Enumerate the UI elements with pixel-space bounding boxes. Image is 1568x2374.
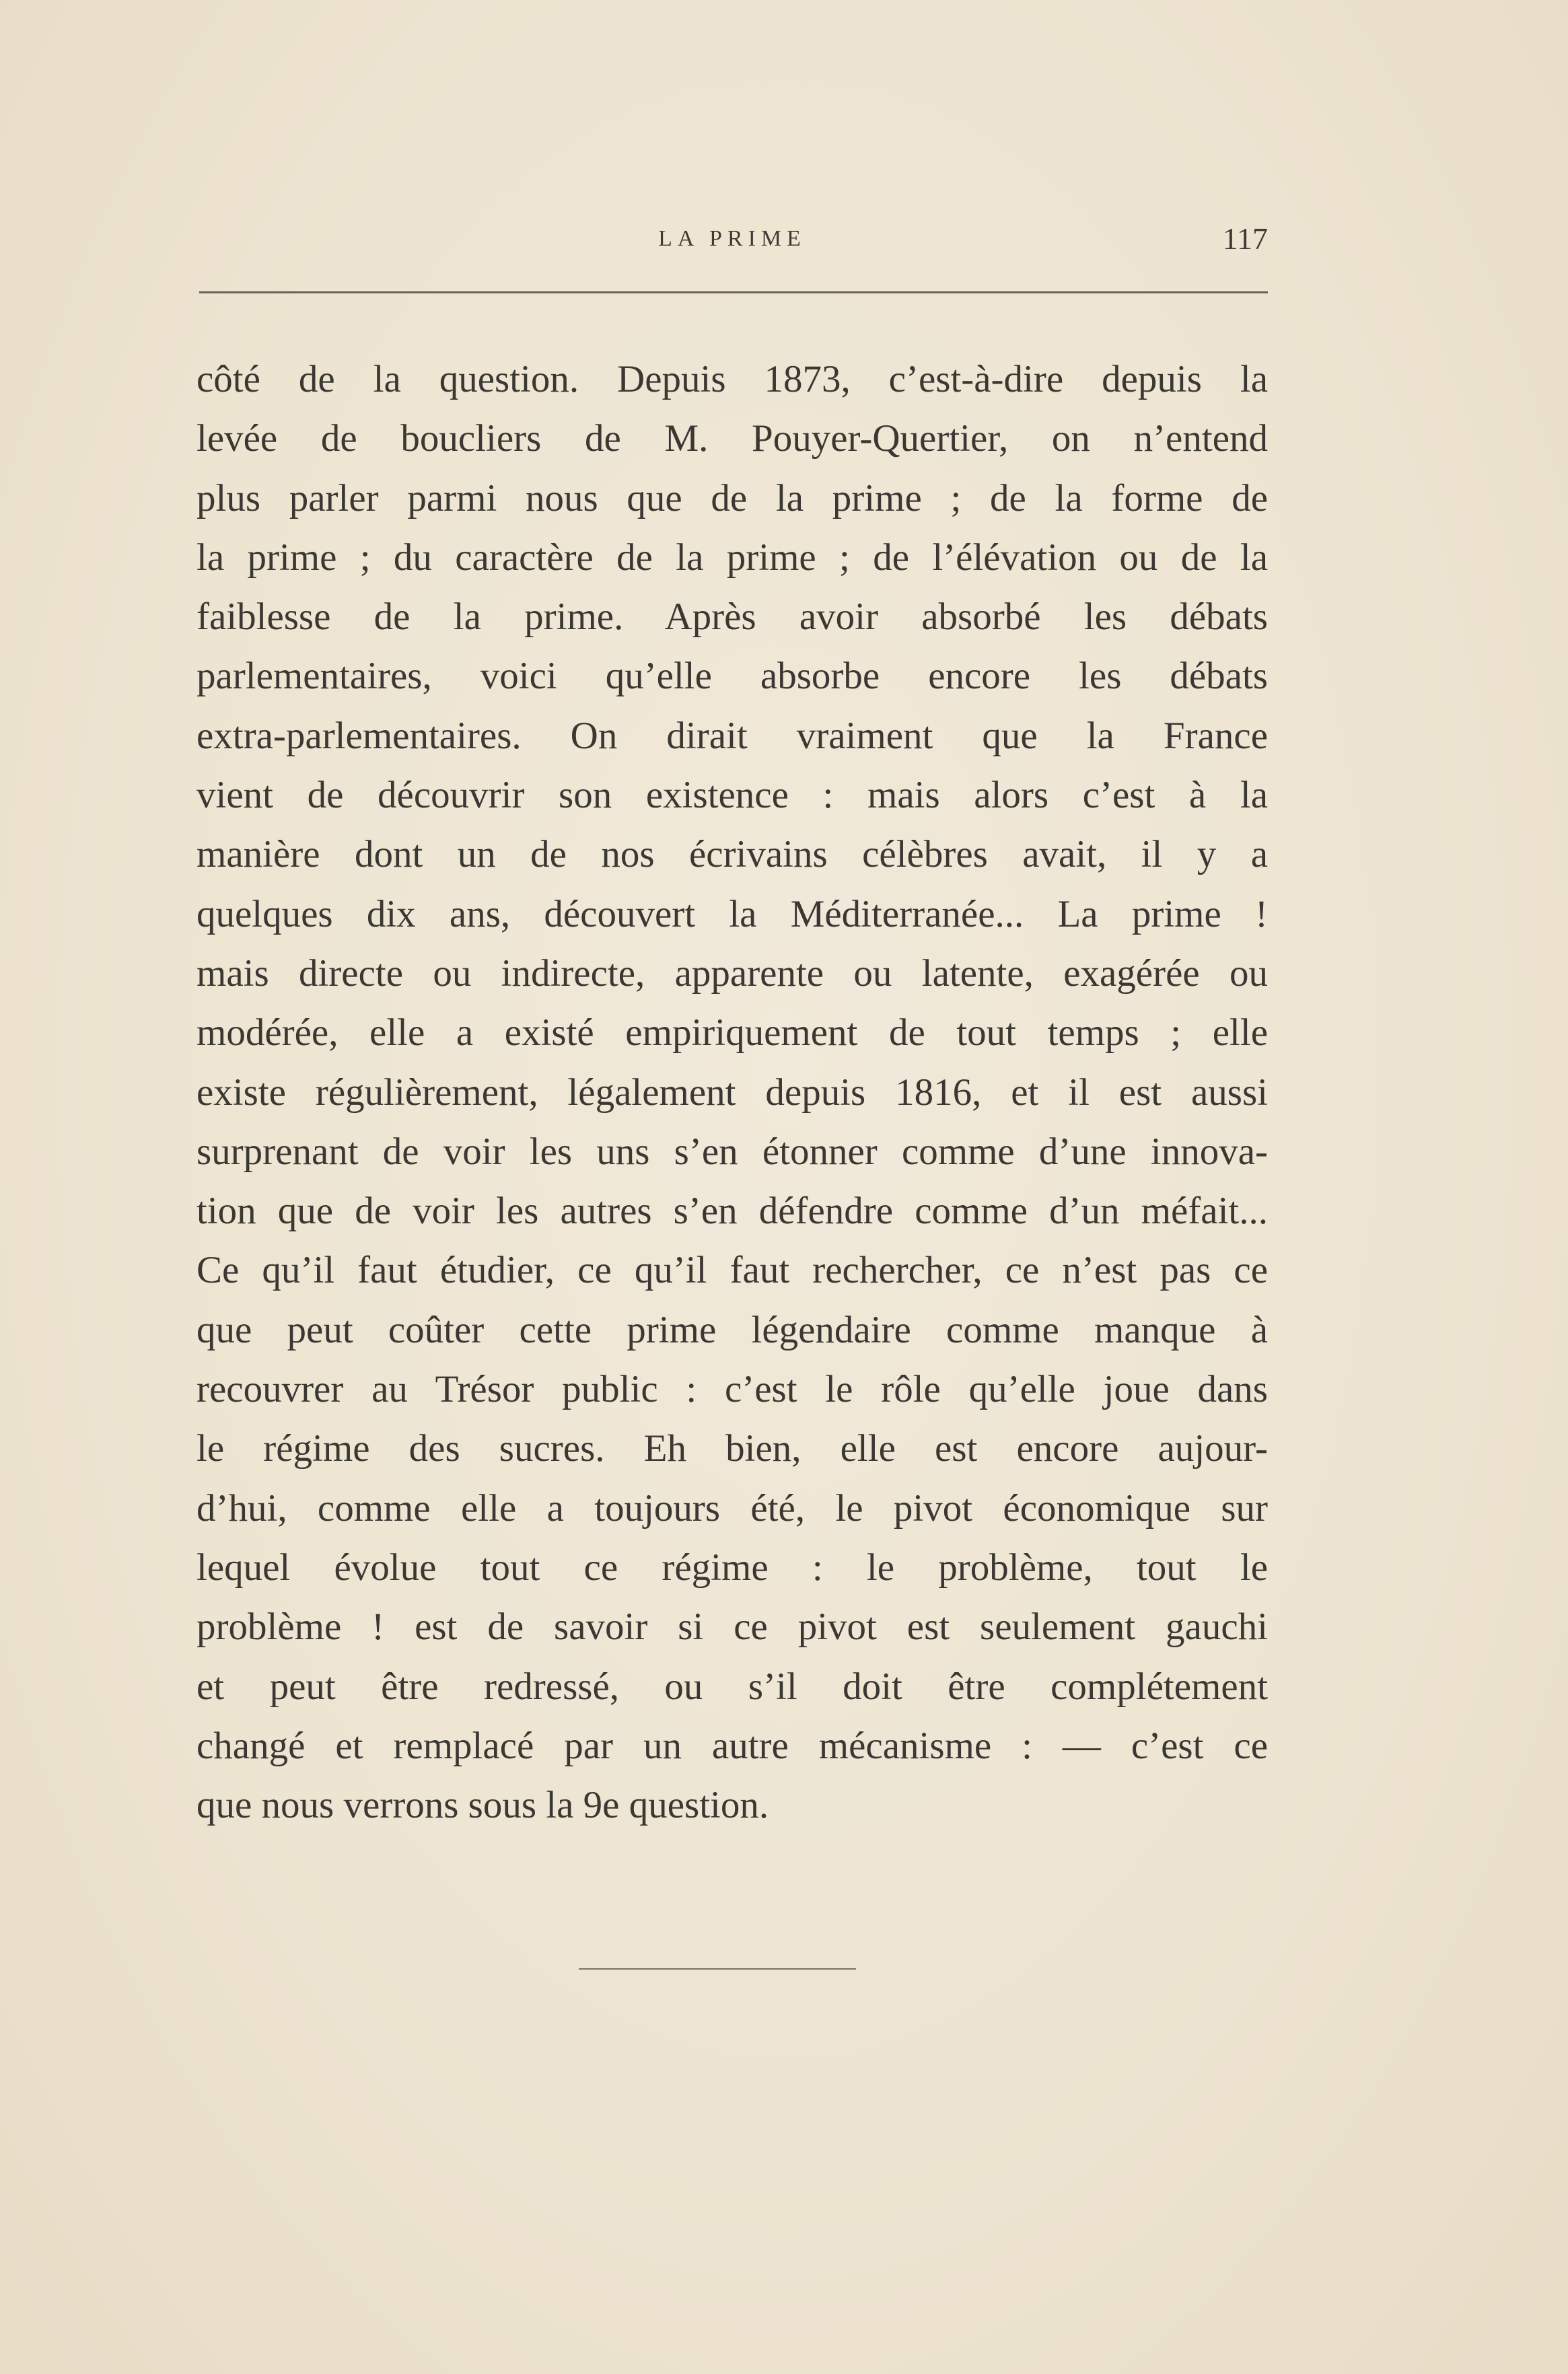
section-end-rule	[579, 1968, 856, 1970]
text-line: quelques dix ans, découvert la Méditerranée... La prime !	[197, 892, 1268, 935]
text-line: mais directe ou indirecte, apparente ou latente, exagérée ou	[197, 951, 1268, 995]
text-line: d’hui, comme elle a toujours été, le pivot économique sur	[197, 1486, 1268, 1530]
body-paragraph	[197, 350, 1268, 1835]
text-line: tion que de voir les autres s’en défendre comme d’un méfait...	[197, 1190, 1268, 1233]
header-rule	[199, 291, 1268, 293]
text-line: plus parler parmi nous que de la prime ; de la forme de	[197, 476, 1268, 519]
text-line: modérée, elle a existé empiriquement de tout temps ; elle	[197, 1011, 1268, 1054]
text-line: que nous verrons sous la 9e question.	[197, 1784, 769, 1827]
text-line: extra-parlementaires. On dirait vraiment que la France	[197, 714, 1268, 757]
text-line: manière dont un de nos écrivains célèbres avait, il y a	[197, 833, 1268, 876]
running-head	[197, 221, 1268, 266]
text-line: et peut être redressé, ou s’il doit être complétement	[197, 1665, 1268, 1708]
page-number: 117	[1222, 221, 1268, 256]
text-line: le régime des sucres. Eh bien, elle est encore aujour-	[197, 1427, 1268, 1470]
text-line: que peut coûter cette prime légendaire comme manque à	[197, 1308, 1268, 1351]
running-title: LA PRIME	[658, 226, 806, 251]
text-line: côté de la question. Depuis 1873, c’est-à-dire depuis la	[197, 358, 1268, 400]
text-line: vient de découvrir son existence : mais alors c’est à la	[197, 774, 1268, 817]
text-line: levée de boucliers de M. Pouyer-Quertier, on n’entend	[197, 417, 1268, 460]
text-line: existe régulièrement, légalement depuis 1816, et il est aussi	[197, 1071, 1268, 1114]
text-line: la prime ; du caractère de la prime ; de l’élévation ou de la	[197, 536, 1268, 579]
text-line: surprenant de voir les uns s’en étonner comme d’une innova-	[197, 1130, 1268, 1173]
text-line: recouvrer au Trésor public : c’est le rôle qu’elle joue dans	[197, 1368, 1268, 1411]
text-line: Ce qu’il faut étudier, ce qu’il faut rechercher, ce n’est pas ce	[197, 1249, 1268, 1292]
text-line: parlementaires, voici qu’elle absorbe encore les débats	[197, 655, 1268, 698]
text-line: changé et remplacé par un autre mécanisme : — c’est ce	[197, 1724, 1268, 1767]
text-line: faiblesse de la prime. Après avoir absorbé les débats	[197, 596, 1268, 639]
text-line: problème ! est de savoir si ce pivot est seulement gauchi	[197, 1606, 1268, 1649]
text-line: lequel évolue tout ce régime : le problème, tout le	[197, 1546, 1268, 1589]
